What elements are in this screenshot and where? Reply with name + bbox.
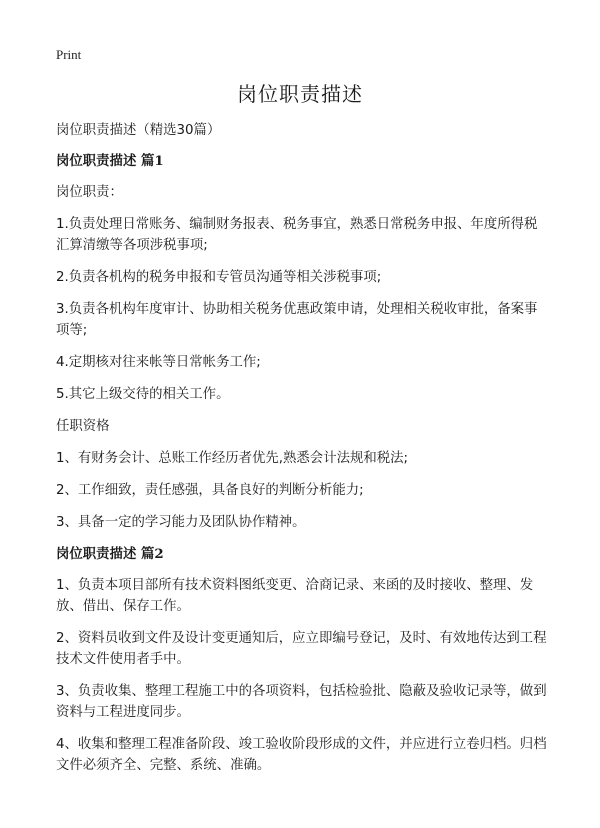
paragraph: 2、工作细致，责任感强，具备良好的判断分析能力; (56, 483, 364, 498)
print-label: Print (56, 47, 82, 62)
paragraph: 4、收集和整理工程准备阶段、竣工验收阶段形成的文件，并应进行立卷归档。归档文件必须齐全、完整、系统、准确。 (56, 737, 547, 773)
paragraph: 5.其它上级交待的相关工作。 (56, 387, 230, 402)
paragraph: 4.定期核对往来帐等日常帐务工作; (56, 355, 261, 370)
paragraph: 2、资料员收到文件及设计变更通知后，应立即编号登记，及时、有效地传达到工程技术文件使用者手中。 (56, 631, 547, 667)
document-body (56, 120, 548, 787)
document-title: 岗位职责描述 (237, 82, 363, 106)
section-heading: 岗位职责描述 篇1 (56, 153, 164, 169)
paragraph: 1、有财务会计、总账工作经历者优先,熟悉会计法规和税法; (56, 451, 409, 466)
paragraph: 1、负责本项目部所有技术资料图纸变更、洽商记录、来函的及时接收、整理、发放、借出、保存工作。 (56, 578, 534, 614)
section-heading: 岗位职责描述 篇2 (56, 546, 164, 562)
paragraph: 岗位职责： (56, 185, 123, 200)
section-2 (56, 544, 548, 776)
paragraph: 1.负责处理日常账务、编制财务报表、税务事宜，熟悉日常税务申报、年度所得税汇算清缴等各项涉税事项; (56, 217, 538, 253)
paragraph: 2.负责各机构的税务申报和专管员沟通等相关涉税事项; (56, 270, 382, 285)
document-subtitle: 岗位职责描述（精选30篇） (56, 123, 221, 138)
paragraph: 3、具备一定的学习能力及团队协作精神。 (56, 515, 306, 530)
paragraph: 3.负责各机构年度审计、协助相关税务优惠政策申请，处理相关税收审批，备案事项等; (56, 302, 538, 338)
section-1 (56, 151, 548, 533)
paragraph: 任职资格 (56, 419, 110, 434)
paragraph: 3、负责收集、整理工程施工中的各项资料，包括检验批、隐蔽及验收记录等，做到资料与工程进度同步。 (56, 684, 547, 720)
